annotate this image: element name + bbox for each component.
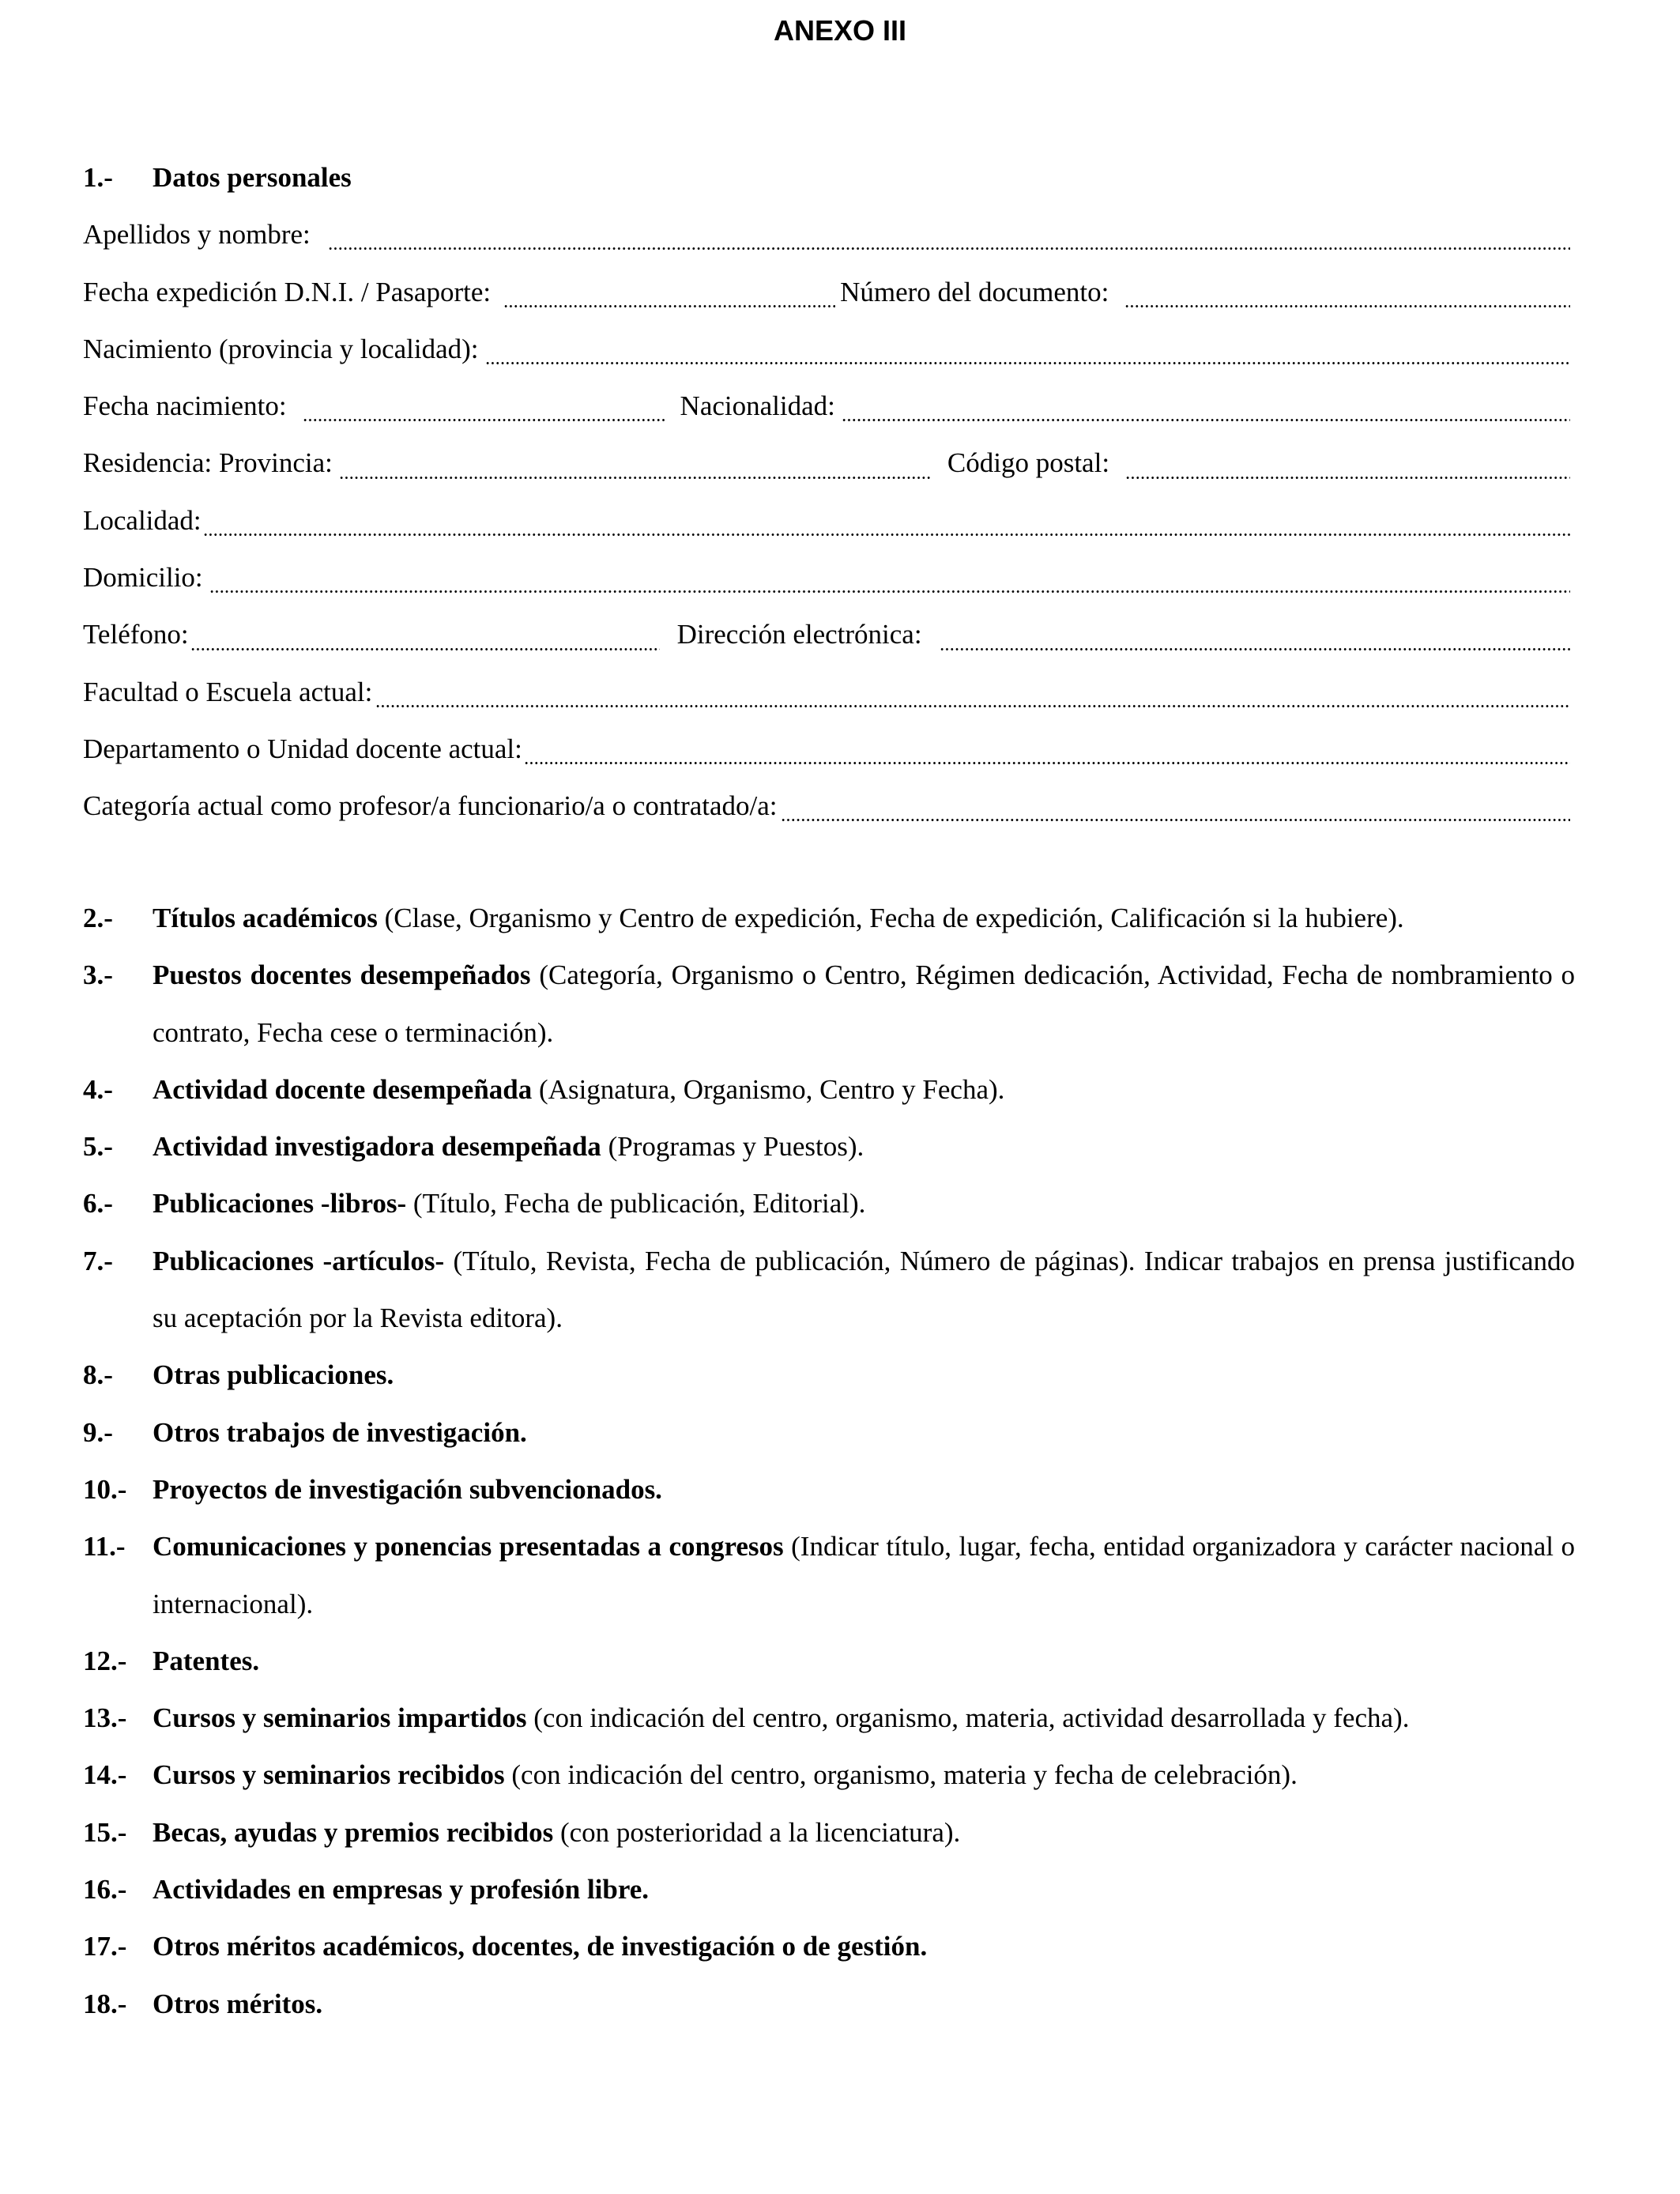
label-nacimiento: Nacimiento (provincia y localidad): (83, 333, 479, 364)
field-categoria[interactable] (781, 806, 1570, 822)
list-item (83, 1118, 1575, 1175)
item-text (153, 1976, 1575, 2033)
list-item (83, 1061, 1575, 1118)
item-heading: Otros trabajos de investigación. (153, 1416, 527, 1448)
list-item (83, 947, 1575, 1061)
list-item (83, 1518, 1575, 1633)
list-item (83, 1404, 1575, 1461)
item-heading: Proyectos de investigación subvencionados. (153, 1473, 662, 1505)
field-localidad[interactable] (203, 521, 1570, 537)
label-domicilio: Domicilio: (83, 562, 203, 594)
item-number: 4.- (83, 1073, 113, 1105)
list-item (83, 1976, 1575, 2033)
item-number: 14.- (83, 1759, 127, 1791)
field-numero-documento[interactable] (1124, 292, 1570, 308)
item-heading: Patentes. (153, 1645, 260, 1676)
field-fecha-expedicion[interactable] (503, 292, 835, 308)
label-residencia: Residencia: Provincia: (83, 447, 333, 479)
item-text (153, 1118, 1575, 1175)
item-heading: Becas, ayudas y premios recibidos (153, 1816, 554, 1848)
document-title: ANEXO III (773, 14, 907, 47)
item-text (153, 1918, 1575, 1975)
label-localidad: Localidad: (83, 504, 202, 536)
label-fecha-nacimiento: Fecha nacimiento: (83, 390, 287, 422)
item-text (153, 1690, 1575, 1747)
item-text (153, 1461, 1575, 1518)
merits-list (83, 890, 1575, 2033)
item-number: 6.- (83, 1188, 113, 1220)
item-heading: Otros méritos. (153, 1988, 323, 2019)
item-text (153, 890, 1575, 947)
item-description: (Título, Revista, Fecha de publicación, Número de páginas). Indicar trabajos en prensa justificando su aceptación por la Revista editora). (153, 1245, 1575, 1334)
list-item (83, 1233, 1575, 1348)
field-nacionalidad[interactable] (842, 406, 1570, 422)
item-heading: Otros méritos académicos, docentes, de investigación o de gestión. (153, 1931, 928, 1962)
item-number: 7.- (83, 1245, 113, 1276)
list-item (83, 1175, 1575, 1232)
field-telefono[interactable] (190, 635, 660, 651)
item-number: 9.- (83, 1416, 113, 1448)
item-text (153, 1347, 1575, 1404)
item-description: (Indicar título, lugar, fecha, entidad organizadora y carácter nacional o internacional). (153, 1531, 1575, 1619)
list-item (83, 1461, 1575, 1518)
item-description: (Categoría, Organismo o Centro, Régimen dedicación, Actividad, Fecha de nombramiento o contrato, Fecha cese o terminación). (153, 959, 1575, 1048)
personal-data-section (83, 149, 1575, 835)
field-provincia[interactable] (339, 464, 930, 480)
label-facultad: Facultad o Escuela actual: (83, 676, 373, 707)
item-description: (Programas y Puestos). (601, 1131, 864, 1163)
item-heading: Cursos y seminarios recibidos (153, 1759, 505, 1791)
item-number: 5.- (83, 1131, 113, 1163)
item-text (153, 1233, 1575, 1348)
item-description: (con indicación del centro, organismo, materia y fecha de celebración). (504, 1759, 1298, 1791)
field-nacimiento[interactable] (485, 349, 1570, 365)
item-text (153, 1861, 1575, 1918)
field-email[interactable] (940, 635, 1570, 651)
item-text (153, 1518, 1575, 1633)
list-item (83, 1918, 1575, 1975)
item-number: 8.- (83, 1359, 113, 1391)
section-title: Datos personales (153, 162, 352, 193)
item-description: (Título, Fecha de publicación, Editorial). (406, 1188, 866, 1220)
item-description: (Clase, Organismo y Centro de expedición, Fecha de expedición, Calificación si la hubiere). (377, 903, 1404, 933)
item-text (153, 1404, 1575, 1461)
item-text (153, 947, 1575, 1061)
item-description: (con posterioridad a la licenciatura). (553, 1816, 961, 1848)
label-nacionalidad: Nacionalidad: (680, 390, 835, 422)
field-apellidos[interactable] (328, 235, 1570, 251)
field-facultad[interactable] (375, 692, 1570, 708)
item-heading: Actividades en empresas y profesión libre. (153, 1874, 650, 1906)
label-codigo-postal: Código postal: (947, 447, 1110, 479)
label-fecha-expedicion: Fecha expedición D.N.I. / Pasaporte: (83, 276, 492, 307)
item-heading: Títulos académicos (153, 903, 378, 933)
item-heading: Puestos docentes desempeñados (153, 959, 531, 991)
label-telefono: Teléfono: (83, 619, 189, 650)
item-number: 11.- (83, 1531, 126, 1563)
item-number: 16.- (83, 1874, 127, 1906)
field-codigo-postal[interactable] (1125, 464, 1570, 480)
list-item (83, 1633, 1575, 1690)
item-description: (Asignatura, Organismo, Centro y Fecha). (532, 1073, 1005, 1105)
label-departamento: Departamento o Unidad docente actual: (83, 733, 522, 764)
item-text (153, 1175, 1575, 1232)
label-apellidos: Apellidos y nombre: (83, 219, 311, 251)
item-number: 15.- (83, 1816, 127, 1848)
item-number: 2.- (83, 903, 113, 933)
list-item (83, 1690, 1575, 1747)
list-item (83, 1861, 1575, 1918)
list-item (83, 1747, 1575, 1804)
field-fecha-nacimiento[interactable] (303, 406, 666, 422)
list-item (83, 890, 1575, 947)
section-number: 1.- (83, 162, 113, 193)
item-number: 18.- (83, 1988, 127, 2019)
item-heading: Actividad investigadora desempeñada (153, 1131, 601, 1163)
item-heading: Publicaciones -artículos- (153, 1245, 445, 1276)
item-number: 17.- (83, 1931, 127, 1962)
label-numero-documento: Número del documento: (840, 276, 1109, 307)
item-text (153, 1804, 1575, 1861)
section-heading (83, 149, 1575, 206)
item-number: 13.- (83, 1702, 127, 1734)
field-domicilio[interactable] (209, 578, 1570, 594)
item-number: 12.- (83, 1645, 127, 1676)
label-email: Dirección electrónica: (676, 619, 922, 650)
list-item (83, 1347, 1575, 1404)
item-description: (con indicación del centro, organismo, materia, actividad desarrollada y fecha). (526, 1702, 1410, 1734)
label-categoria: Categoría actual como profesor/a funcionario/a o contratado/a: (83, 790, 778, 822)
item-heading: Actividad docente desempeñada (153, 1073, 533, 1105)
item-heading: Cursos y seminarios impartidos (153, 1702, 527, 1734)
item-number: 3.- (83, 959, 113, 991)
item-heading: Otras publicaciones. (153, 1359, 394, 1391)
field-departamento[interactable] (524, 749, 1570, 765)
item-text (153, 1061, 1575, 1118)
item-heading: Comunicaciones y ponencias presentadas a congresos (153, 1531, 784, 1563)
item-heading: Publicaciones -libros- (153, 1188, 407, 1220)
item-text (153, 1633, 1575, 1690)
item-text (153, 1747, 1575, 1804)
list-item (83, 1804, 1575, 1861)
item-number: 10.- (83, 1473, 127, 1505)
